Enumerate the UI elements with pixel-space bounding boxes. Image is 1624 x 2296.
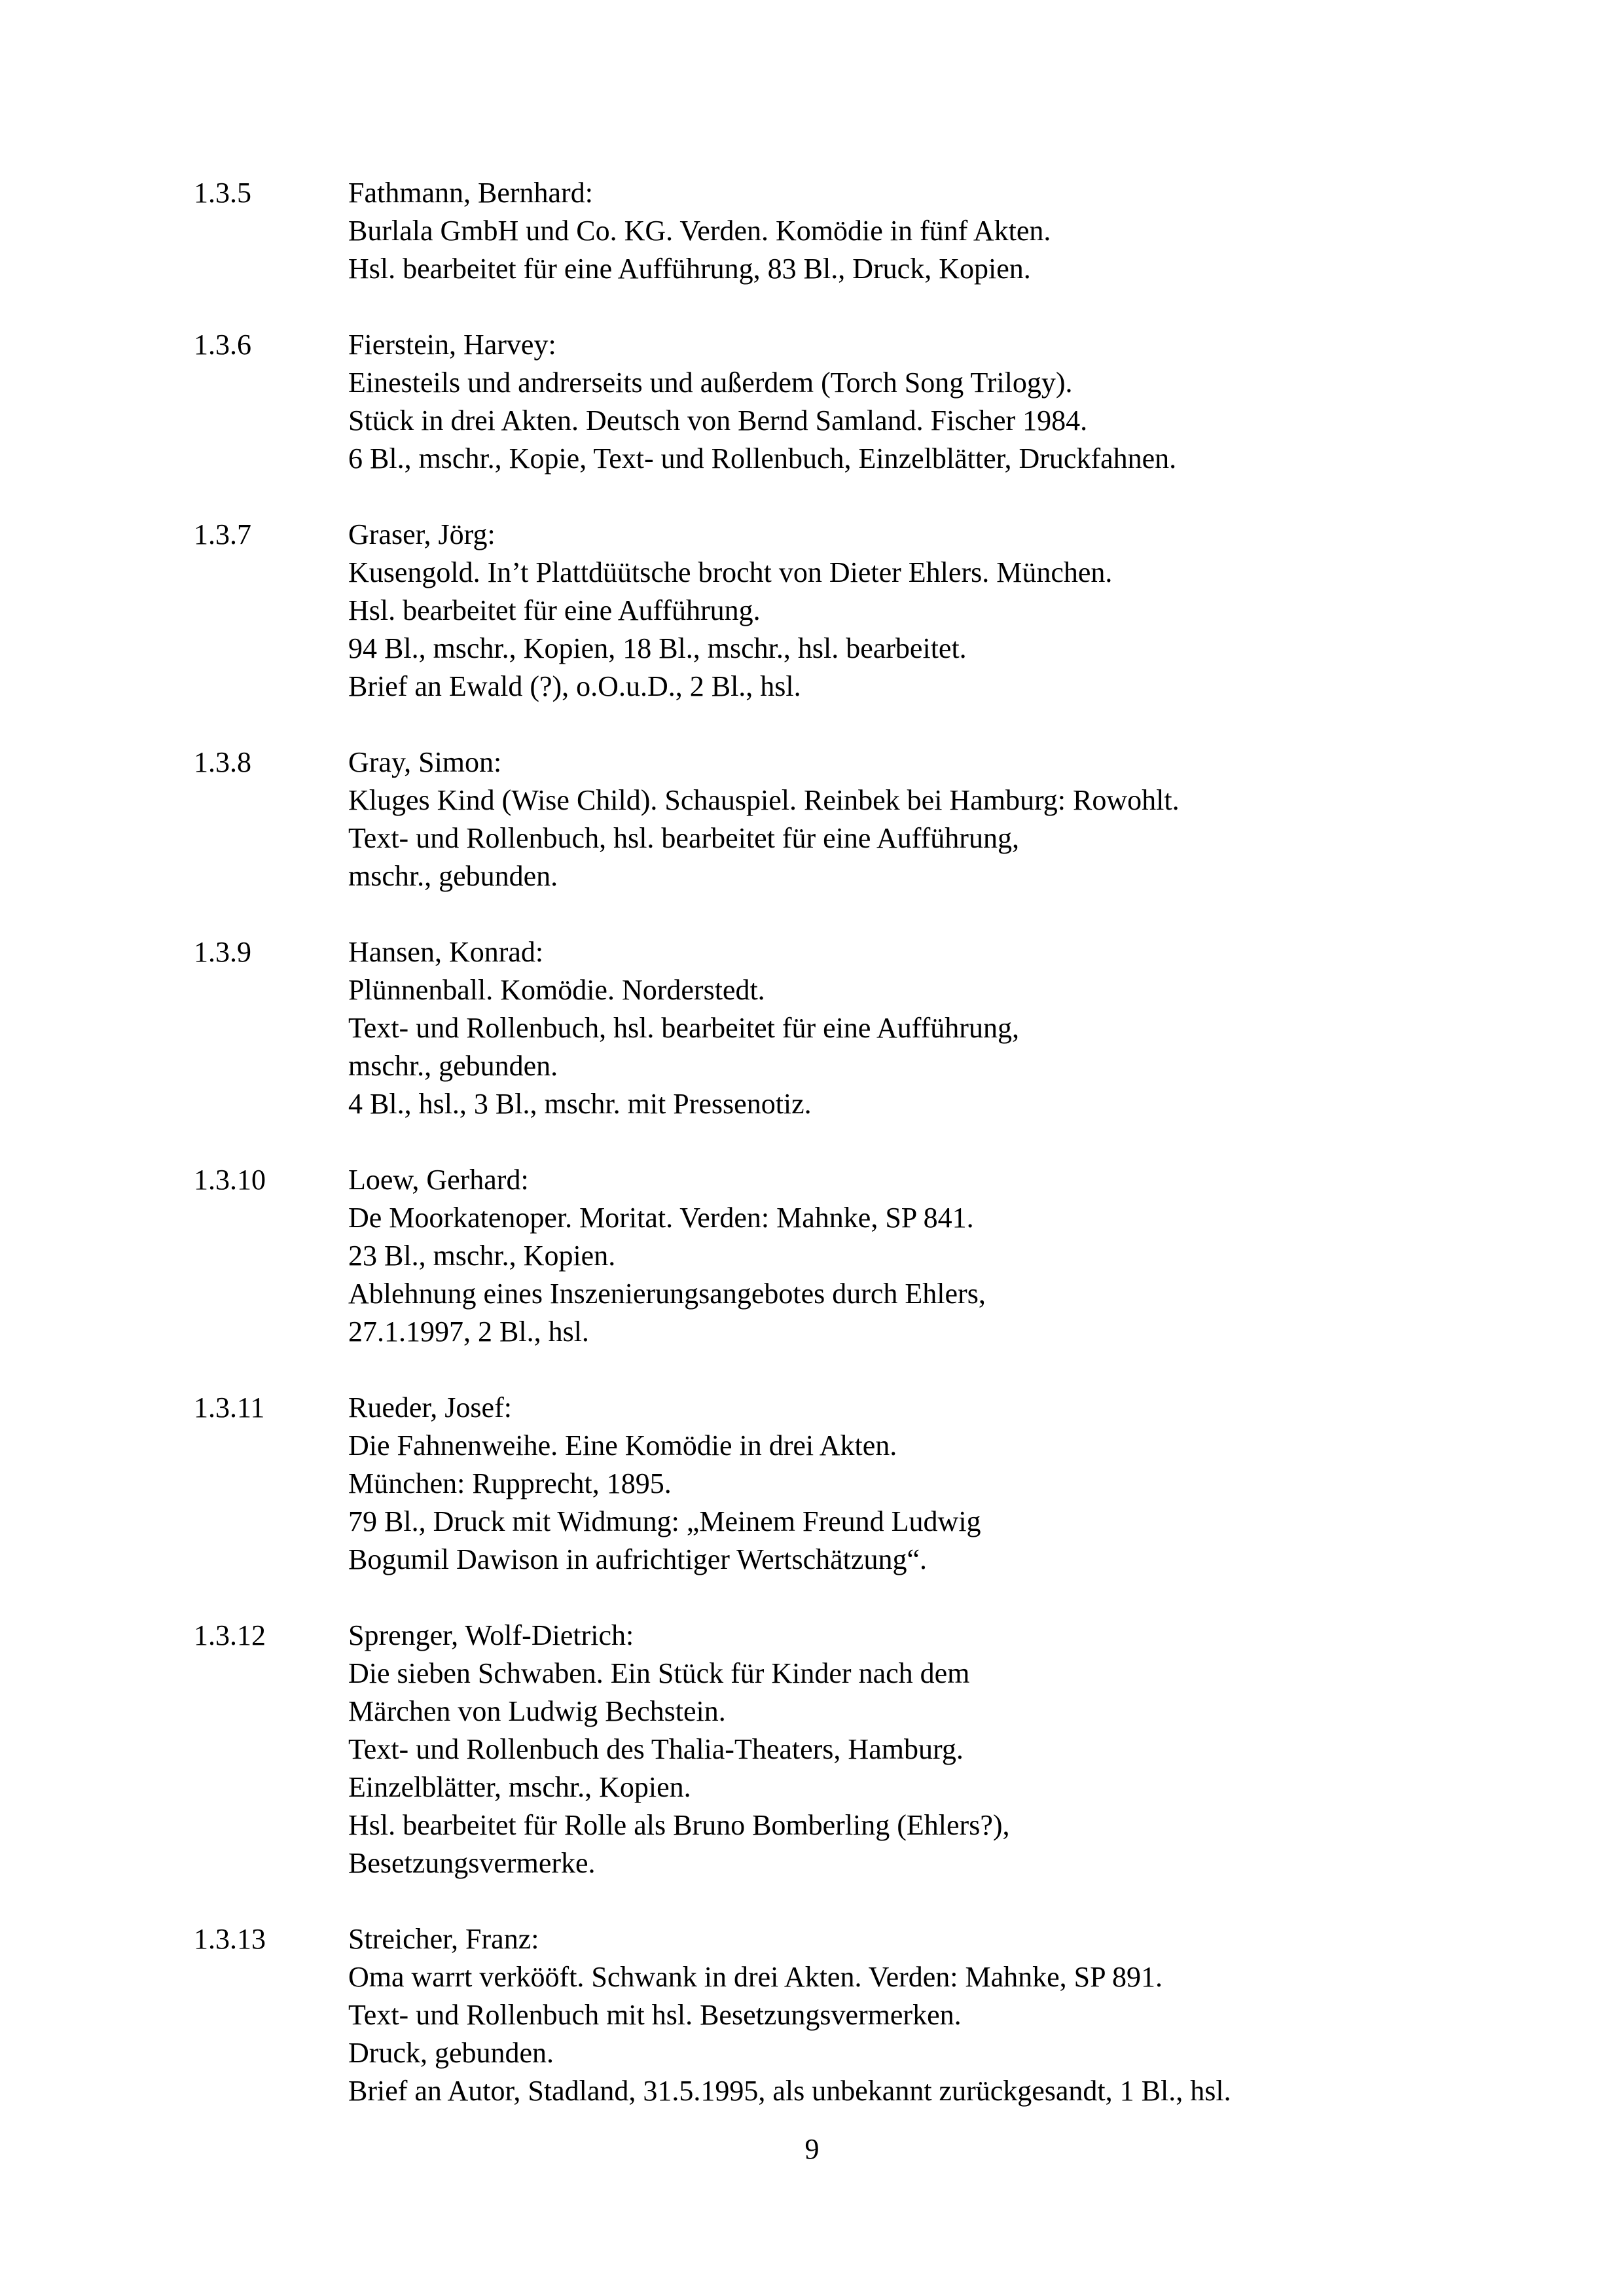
entry-line: Stück in drei Akten. Deutsch von Bernd Samland. Fischer 1984. xyxy=(348,404,1088,437)
entry-line: Einesteils und andrerseits und außerdem (Torch Song Trilogy). xyxy=(348,367,1073,399)
entry-line: 94 Bl., mschr., Kopien, 18 Bl., mschr., hsl. bearbeitet. xyxy=(348,632,967,664)
entry-line: Oma warrt verkööft. Schwank in drei Akten. Verden: Mahnke, SP 891. xyxy=(348,1961,1163,1993)
entry-1-3-11 xyxy=(194,1389,1437,1579)
entry-line: Burlala GmbH und Co. KG. Verden. Komödie in fünf Akten. xyxy=(348,215,1051,247)
entry-line: Kusengold. In’t Plattdüütsche brocht von Dieter Ehlers. München. xyxy=(348,556,1113,588)
entry-line: 23 Bl., mschr., Kopien. xyxy=(348,1240,616,1272)
entry-line: Brief an Autor, Stadland, 31.5.1995, als unbekannt zurückgesandt, 1 Bl., hsl. xyxy=(348,2075,1231,2107)
entry-number: 1.3.8 xyxy=(194,746,251,778)
entry-line: 79 Bl., Druck mit Widmung: „Meinem Freund Ludwig xyxy=(348,1505,981,1537)
entry-line: Text- und Rollenbuch des Thalia-Theaters, Hamburg. xyxy=(348,1733,964,1765)
page-number: 9 xyxy=(804,2133,820,2165)
entry-number: 1.3.9 xyxy=(194,936,251,968)
entry-line: Hsl. bearbeitet für Rolle als Bruno Bomberling (Ehlers?), xyxy=(348,1809,1010,1841)
entry-number: 1.3.5 xyxy=(194,177,251,209)
entry-line: Märchen von Ludwig Bechstein. xyxy=(348,1695,726,1727)
entry-line: 4 Bl., hsl., 3 Bl., mschr. mit Pressenotiz. xyxy=(348,1088,812,1120)
entry-1-3-12 xyxy=(194,1617,1437,1882)
entry-1-3-5 xyxy=(194,174,1437,288)
entry-line: Text- und Rollenbuch, hsl. bearbeitet für eine Aufführung, xyxy=(348,822,1019,854)
entry-number: 1.3.12 xyxy=(194,1619,266,1651)
entry-author: Hansen, Konrad: xyxy=(348,936,544,968)
entry-body xyxy=(348,1161,1437,1351)
entry-line: Die sieben Schwaben. Ein Stück für Kinder nach dem xyxy=(348,1657,970,1689)
entry-line: Besetzungsvermerke. xyxy=(348,1847,596,1879)
entry-line: Bogumil Dawison in aufrichtiger Wertschätzung“. xyxy=(348,1543,927,1575)
entry-line: De Moorkatenoper. Moritat. Verden: Mahnke, SP 841. xyxy=(348,1202,974,1234)
entry-author: Loew, Gerhard: xyxy=(348,1164,529,1196)
entry-number: 1.3.11 xyxy=(194,1391,265,1424)
entry-line: Brief an Ewald (?), o.O.u.D., 2 Bl., hsl. xyxy=(348,670,801,702)
entry-number: 1.3.7 xyxy=(194,518,251,550)
entry-line: 6 Bl., mschr., Kopie, Text- und Rollenbuch, Einzelblätter, Druckfahnen. xyxy=(348,442,1177,475)
entry-line: mschr., gebunden. xyxy=(348,860,558,892)
entry-line: Hsl. bearbeitet für eine Aufführung, 83 Bl., Druck, Kopien. xyxy=(348,253,1031,285)
entry-list xyxy=(194,174,1437,2148)
entry-line: Plünnenball. Komödie. Norderstedt. xyxy=(348,974,765,1006)
entry-line: Kluges Kind (Wise Child). Schauspiel. Reinbek bei Hamburg: Rowohlt. xyxy=(348,784,1180,816)
entry-line: München: Rupprecht, 1895. xyxy=(348,1467,672,1499)
entry-1-3-7 xyxy=(194,516,1437,706)
entry-1-3-13 xyxy=(194,1920,1437,2110)
entry-line: Text- und Rollenbuch, hsl. bearbeitet für eine Aufführung, xyxy=(348,1012,1019,1044)
entry-body xyxy=(348,933,1437,1123)
entry-author: Streicher, Franz: xyxy=(348,1923,539,1955)
entry-author: Fierstein, Harvey: xyxy=(348,329,556,361)
entry-line: Einzelblätter, mschr., Kopien. xyxy=(348,1771,691,1803)
entry-body xyxy=(348,1389,1437,1579)
entry-number: 1.3.13 xyxy=(194,1923,266,1955)
entry-body xyxy=(348,326,1437,478)
entry-author: Sprenger, Wolf-Dietrich: xyxy=(348,1619,634,1651)
entry-body xyxy=(348,744,1437,895)
entry-author: Fathmann, Bernhard: xyxy=(348,177,593,209)
entry-line: Text- und Rollenbuch mit hsl. Besetzungsvermerken. xyxy=(348,1999,962,2031)
entry-body xyxy=(348,1920,1437,2110)
entry-1-3-10 xyxy=(194,1161,1437,1351)
entry-1-3-9 xyxy=(194,933,1437,1123)
entry-number: 1.3.6 xyxy=(194,329,251,361)
entry-1-3-8 xyxy=(194,744,1437,895)
entry-author: Gray, Simon: xyxy=(348,746,502,778)
entry-line: 27.1.1997, 2 Bl., hsl. xyxy=(348,1316,589,1348)
entry-line: Ablehnung eines Inszenierungsangebotes durch Ehlers, xyxy=(348,1278,986,1310)
entry-line: Hsl. bearbeitet für eine Aufführung. xyxy=(348,594,761,626)
entry-number: 1.3.10 xyxy=(194,1164,266,1196)
entry-body xyxy=(348,174,1437,288)
entry-1-3-6 xyxy=(194,326,1437,478)
entry-author: Rueder, Josef: xyxy=(348,1391,512,1424)
entry-author: Graser, Jörg: xyxy=(348,518,496,550)
entry-body xyxy=(348,1617,1437,1882)
entry-body xyxy=(348,516,1437,706)
entry-line: mschr., gebunden. xyxy=(348,1050,558,1082)
entry-line: Druck, gebunden. xyxy=(348,2037,554,2069)
entry-line: Die Fahnenweihe. Eine Komödie in drei Akten. xyxy=(348,1429,897,1462)
